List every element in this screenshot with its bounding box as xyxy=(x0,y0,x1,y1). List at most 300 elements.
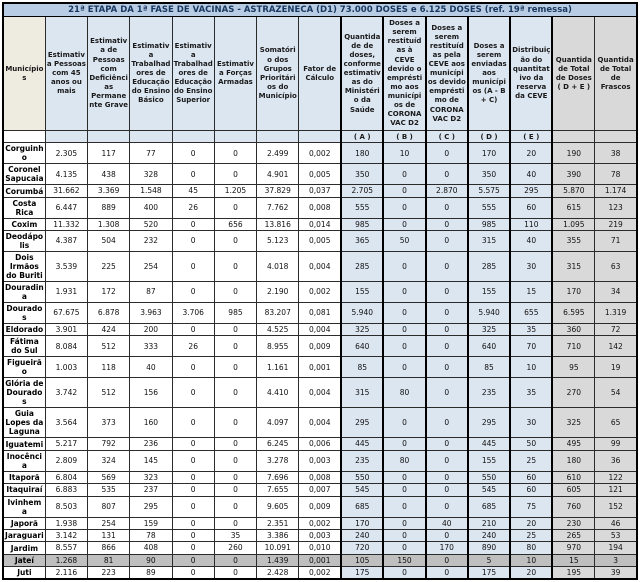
cell-fator-calculo: 0,003 xyxy=(299,450,341,471)
cell-total-doses: 265 xyxy=(552,529,594,541)
cell-est-forcas-armadas: 1.205 xyxy=(214,185,256,197)
cell-est-deficiencias: 1.308 xyxy=(88,218,130,230)
cell-reserva-ceve: 20 xyxy=(510,517,552,529)
cell-doses-enviadas: 555 xyxy=(468,197,510,218)
cell-est-deficiencias: 792 xyxy=(88,438,130,450)
cell-est-educacao-basico: 90 xyxy=(130,554,172,566)
cell-total-doses: 230 xyxy=(552,517,594,529)
cell-doses-restituidas-a-ceve: 0 xyxy=(383,164,425,185)
col-letter-total-frascos xyxy=(595,131,637,143)
cell-doses-restituidas-pela-ceve: 0 xyxy=(426,554,468,566)
cell-total-frascos: 3 xyxy=(595,554,637,566)
cell-doses-restituidas-pela-ceve: 0 xyxy=(426,567,468,580)
cell-doses-enviadas: 350 xyxy=(468,164,510,185)
cell-reserva-ceve: 110 xyxy=(510,218,552,230)
cell-doses-enviadas: 5.575 xyxy=(468,185,510,197)
cell-total-frascos: 123 xyxy=(595,197,637,218)
cell-est-educacao-superior: 0 xyxy=(172,164,214,185)
cell-est-45-anos: 2.809 xyxy=(45,450,87,471)
municipality-name: Glória de Dourados xyxy=(3,378,45,408)
cell-total-frascos: 99 xyxy=(595,438,637,450)
cell-doses-ministerio-saude: 155 xyxy=(341,282,383,303)
cell-fator-calculo: 0,004 xyxy=(299,252,341,282)
cell-est-deficiencias: 172 xyxy=(88,282,130,303)
cell-somatorio-grupos: 4.410 xyxy=(257,378,299,408)
cell-est-deficiencias: 131 xyxy=(88,529,130,541)
cell-doses-restituidas-a-ceve: 0 xyxy=(383,324,425,336)
cell-doses-restituidas-pela-ceve: 0 xyxy=(426,324,468,336)
cell-doses-restituidas-pela-ceve: 0 xyxy=(426,484,468,496)
cell-est-deficiencias: 324 xyxy=(88,450,130,471)
cell-total-doses: 760 xyxy=(552,496,594,517)
cell-doses-ministerio-saude: 325 xyxy=(341,324,383,336)
table-row xyxy=(3,282,637,303)
col-header-est-deficiencias: Estimativa de Pessoas com Deficiências Permanente Grave xyxy=(88,17,130,131)
cell-est-educacao-basico: 328 xyxy=(130,164,172,185)
col-header-doses-restituidas-a-ceve: Doses a serem restituídas à CEVE devido o empréstimo aos municípios de CORONAVAC D2 xyxy=(383,17,425,131)
cell-somatorio-grupos: 6.245 xyxy=(257,438,299,450)
cell-est-educacao-basico: 232 xyxy=(130,231,172,252)
cell-est-deficiencias: 889 xyxy=(88,197,130,218)
cell-est-45-anos: 8.503 xyxy=(45,496,87,517)
cell-total-frascos: 71 xyxy=(595,231,637,252)
cell-est-deficiencias: 569 xyxy=(88,471,130,483)
cell-fator-calculo: 0,081 xyxy=(299,303,341,324)
col-letter-doses-enviadas: ( D ) xyxy=(468,131,510,143)
cell-reserva-ceve: 40 xyxy=(510,164,552,185)
cell-doses-restituidas-a-ceve: 0 xyxy=(383,471,425,483)
cell-est-educacao-superior: 0 xyxy=(172,450,214,471)
cell-est-forcas-armadas: 0 xyxy=(214,252,256,282)
col-letter-est-forcas-armadas xyxy=(214,131,256,143)
cell-total-doses: 195 xyxy=(552,567,594,580)
cell-est-deficiencias: 6.878 xyxy=(88,303,130,324)
cell-est-forcas-armadas: 985 xyxy=(214,303,256,324)
cell-doses-restituidas-pela-ceve: 0 xyxy=(426,282,468,303)
cell-doses-restituidas-pela-ceve: 0 xyxy=(426,438,468,450)
municipality-name: Corumbá xyxy=(3,185,45,197)
table-row xyxy=(3,484,637,496)
cell-est-educacao-superior: 0 xyxy=(172,378,214,408)
cell-est-deficiencias: 424 xyxy=(88,324,130,336)
cell-reserva-ceve: 80 xyxy=(510,542,552,554)
cell-reserva-ceve: 655 xyxy=(510,303,552,324)
cell-doses-restituidas-a-ceve: 0 xyxy=(383,197,425,218)
cell-doses-restituidas-pela-ceve: 0 xyxy=(426,218,468,230)
cell-est-45-anos: 1.268 xyxy=(45,554,87,566)
cell-somatorio-grupos: 8.955 xyxy=(257,336,299,357)
cell-fator-calculo: 0,004 xyxy=(299,408,341,438)
cell-est-educacao-basico: 254 xyxy=(130,252,172,282)
cell-fator-calculo: 0,003 xyxy=(299,529,341,541)
cell-est-educacao-superior: 0 xyxy=(172,252,214,282)
table-row xyxy=(3,324,637,336)
cell-est-45-anos: 11.332 xyxy=(45,218,87,230)
cell-est-educacao-superior: 0 xyxy=(172,218,214,230)
cell-total-frascos: 121 xyxy=(595,484,637,496)
table-row xyxy=(3,554,637,566)
cell-doses-ministerio-saude: 175 xyxy=(341,567,383,580)
cell-doses-restituidas-pela-ceve: 0 xyxy=(426,496,468,517)
cell-somatorio-grupos: 1.161 xyxy=(257,357,299,378)
cell-est-educacao-superior: 0 xyxy=(172,567,214,580)
cell-total-doses: 325 xyxy=(552,408,594,438)
cell-doses-restituidas-a-ceve: 0 xyxy=(383,185,425,197)
col-header-somatorio-grupos: Somatório dos Grupos Prioritários do Município xyxy=(257,17,299,131)
cell-est-educacao-superior: 26 xyxy=(172,336,214,357)
cell-somatorio-grupos: 83.207 xyxy=(257,303,299,324)
table-row xyxy=(3,218,637,230)
col-header-reserva-ceve: Distribuição do quantitativo da reserva da CEVE xyxy=(510,17,552,131)
cell-total-doses: 5.870 xyxy=(552,185,594,197)
cell-doses-restituidas-pela-ceve: 0 xyxy=(426,231,468,252)
cell-doses-ministerio-saude: 545 xyxy=(341,484,383,496)
cell-fator-calculo: 0,005 xyxy=(299,231,341,252)
cell-doses-ministerio-saude: 240 xyxy=(341,529,383,541)
cell-est-educacao-superior: 0 xyxy=(172,357,214,378)
cell-est-45-anos: 67.675 xyxy=(45,303,87,324)
table-row xyxy=(3,567,637,580)
cell-est-forcas-armadas: 260 xyxy=(214,542,256,554)
cell-doses-enviadas: 295 xyxy=(468,408,510,438)
cell-total-frascos: 36 xyxy=(595,450,637,471)
cell-est-educacao-basico: 295 xyxy=(130,496,172,517)
cell-est-45-anos: 2.116 xyxy=(45,567,87,580)
cell-reserva-ceve: 60 xyxy=(510,471,552,483)
cell-total-doses: 970 xyxy=(552,542,594,554)
cell-est-educacao-basico: 3.963 xyxy=(130,303,172,324)
cell-total-frascos: 219 xyxy=(595,218,637,230)
cell-doses-restituidas-pela-ceve: 0 xyxy=(426,357,468,378)
cell-doses-enviadas: 5.940 xyxy=(468,303,510,324)
municipality-name: Ivinhema xyxy=(3,496,45,517)
municipality-name: Douradina xyxy=(5,283,44,302)
cell-fator-calculo: 0,005 xyxy=(299,164,341,185)
cell-doses-restituidas-a-ceve: 0 xyxy=(383,282,425,303)
cell-est-45-anos: 8.084 xyxy=(45,336,87,357)
cell-est-educacao-superior: 0 xyxy=(172,282,214,303)
cell-est-educacao-basico: 160 xyxy=(130,408,172,438)
col-header-fator-calculo: Fator de Cálculo xyxy=(299,17,341,131)
municipality-name: Jateí xyxy=(3,554,45,566)
municipality-name: Itaquiraí xyxy=(3,484,45,496)
cell-total-frascos: 1.319 xyxy=(595,303,637,324)
cell-reserva-ceve: 40 xyxy=(510,231,552,252)
cell-doses-restituidas-a-ceve: 0 xyxy=(383,408,425,438)
table-row xyxy=(3,496,637,517)
cell-doses-enviadas: 240 xyxy=(468,529,510,541)
municipality-name: Dois Irmãos do Buriti xyxy=(3,252,45,282)
cell-est-45-anos: 2.305 xyxy=(45,143,87,164)
cell-est-deficiencias: 225 xyxy=(88,252,130,282)
cell-est-forcas-armadas: 0 xyxy=(214,197,256,218)
cell-est-forcas-armadas: 0 xyxy=(214,231,256,252)
cell-somatorio-grupos: 4.525 xyxy=(257,324,299,336)
cell-est-deficiencias: 223 xyxy=(88,567,130,580)
cell-reserva-ceve: 35 xyxy=(510,378,552,408)
cell-doses-restituidas-a-ceve: 0 xyxy=(383,303,425,324)
cell-doses-enviadas: 5 xyxy=(468,554,510,566)
cell-est-deficiencias: 504 xyxy=(88,231,130,252)
col-letter-reserva-ceve: ( E ) xyxy=(510,131,552,143)
cell-doses-enviadas: 155 xyxy=(468,450,510,471)
cell-doses-restituidas-pela-ceve: 0 xyxy=(426,450,468,471)
cell-total-frascos: 72 xyxy=(595,324,637,336)
cell-est-educacao-basico: 200 xyxy=(130,324,172,336)
col-letter-municipios xyxy=(3,131,45,143)
cell-est-forcas-armadas: 35 xyxy=(214,529,256,541)
cell-est-educacao-superior: 0 xyxy=(172,496,214,517)
cell-est-45-anos: 3.742 xyxy=(45,378,87,408)
cell-fator-calculo: 0,010 xyxy=(299,542,341,554)
cell-total-frascos: 54 xyxy=(595,378,637,408)
cell-doses-ministerio-saude: 350 xyxy=(341,164,383,185)
cell-est-educacao-basico: 89 xyxy=(130,567,172,580)
cell-doses-enviadas: 985 xyxy=(468,218,510,230)
cell-est-educacao-basico: 40 xyxy=(130,357,172,378)
table-row xyxy=(3,378,637,408)
cell-est-educacao-superior: 0 xyxy=(172,231,214,252)
cell-doses-restituidas-pela-ceve: 170 xyxy=(426,542,468,554)
cell-est-educacao-superior: 0 xyxy=(172,542,214,554)
cell-est-45-anos: 3.901 xyxy=(45,324,87,336)
table-row xyxy=(3,408,637,438)
cell-total-doses: 170 xyxy=(552,282,594,303)
cell-fator-calculo: 0,008 xyxy=(299,197,341,218)
cell-doses-ministerio-saude: 720 xyxy=(341,542,383,554)
cell-est-45-anos: 3.539 xyxy=(45,252,87,282)
table-row xyxy=(3,529,637,541)
cell-somatorio-grupos: 7.696 xyxy=(257,471,299,483)
cell-est-45-anos: 6.447 xyxy=(45,197,87,218)
cell-reserva-ceve: 70 xyxy=(510,336,552,357)
cell-est-educacao-basico: 400 xyxy=(130,197,172,218)
cell-total-frascos: 78 xyxy=(595,164,637,185)
cell-fator-calculo: 0,008 xyxy=(299,471,341,483)
cell-est-educacao-superior: 3.706 xyxy=(172,303,214,324)
table-row xyxy=(3,438,637,450)
cell-doses-restituidas-a-ceve: 80 xyxy=(383,378,425,408)
table-row xyxy=(3,143,637,164)
cell-doses-enviadas: 325 xyxy=(468,324,510,336)
cell-est-forcas-armadas: 0 xyxy=(214,517,256,529)
cell-doses-enviadas: 285 xyxy=(468,252,510,282)
cell-fator-calculo: 0,037 xyxy=(299,185,341,197)
cell-fator-calculo: 0,002 xyxy=(299,143,341,164)
cell-total-frascos: 38 xyxy=(595,143,637,164)
cell-est-forcas-armadas: 0 xyxy=(214,378,256,408)
cell-doses-ministerio-saude: 295 xyxy=(341,408,383,438)
cell-doses-restituidas-pela-ceve: 0 xyxy=(426,408,468,438)
cell-doses-ministerio-saude: 555 xyxy=(341,197,383,218)
cell-est-educacao-basico: 333 xyxy=(130,336,172,357)
cell-doses-ministerio-saude: 315 xyxy=(341,378,383,408)
cell-doses-restituidas-pela-ceve: 0 xyxy=(426,164,468,185)
cell-est-educacao-basico: 78 xyxy=(130,529,172,541)
cell-est-forcas-armadas: 0 xyxy=(214,471,256,483)
municipality-name: Juti xyxy=(3,567,45,580)
cell-est-deficiencias: 866 xyxy=(88,542,130,554)
table-row xyxy=(3,542,637,554)
cell-est-deficiencias: 438 xyxy=(88,164,130,185)
cell-est-deficiencias: 512 xyxy=(88,336,130,357)
cell-total-doses: 6.595 xyxy=(552,303,594,324)
cell-fator-calculo: 0,006 xyxy=(299,438,341,450)
cell-est-educacao-superior: 0 xyxy=(172,143,214,164)
table-row xyxy=(3,450,637,471)
municipality-name: Inocência xyxy=(3,450,45,471)
cell-est-forcas-armadas: 0 xyxy=(214,282,256,303)
col-header-est-forcas-armadas: Estimativa Forças Armadas xyxy=(214,17,256,131)
cell-total-doses: 610 xyxy=(552,471,594,483)
cell-est-forcas-armadas: 0 xyxy=(214,408,256,438)
cell-doses-ministerio-saude: 685 xyxy=(341,496,383,517)
cell-somatorio-grupos: 2.351 xyxy=(257,517,299,529)
cell-est-forcas-armadas: 656 xyxy=(214,218,256,230)
cell-est-educacao-superior: 26 xyxy=(172,197,214,218)
cell-est-forcas-armadas: 0 xyxy=(214,164,256,185)
cell-somatorio-grupos: 4.901 xyxy=(257,164,299,185)
cell-reserva-ceve: 35 xyxy=(510,324,552,336)
cell-est-forcas-armadas: 0 xyxy=(214,324,256,336)
cell-doses-restituidas-pela-ceve: 0 xyxy=(426,471,468,483)
cell-doses-restituidas-a-ceve: 0 xyxy=(383,529,425,541)
cell-total-frascos: 1.174 xyxy=(595,185,637,197)
cell-reserva-ceve: 75 xyxy=(510,496,552,517)
cell-doses-ministerio-saude: 2.705 xyxy=(341,185,383,197)
cell-total-doses: 315 xyxy=(552,252,594,282)
cell-somatorio-grupos: 7.655 xyxy=(257,484,299,496)
cell-reserva-ceve: 25 xyxy=(510,529,552,541)
cell-est-deficiencias: 373 xyxy=(88,408,130,438)
col-header-est-educacao-superior: Estimativa Trabalhadores de Educação do Ensino Superior xyxy=(172,17,214,131)
municipality-name: Dourados xyxy=(3,303,45,324)
cell-est-45-anos: 5.217 xyxy=(45,438,87,450)
municipality-name: Itaporã xyxy=(3,471,45,483)
table-body xyxy=(3,143,637,580)
cell-total-frascos: 152 xyxy=(595,496,637,517)
cell-est-educacao-superior: 0 xyxy=(172,529,214,541)
cell-doses-restituidas-a-ceve: 0 xyxy=(383,336,425,357)
column-header-row xyxy=(3,17,637,131)
cell-somatorio-grupos: 2.499 xyxy=(257,143,299,164)
cell-est-forcas-armadas: 0 xyxy=(214,143,256,164)
cell-est-45-anos: 8.557 xyxy=(45,542,87,554)
cell-est-educacao-basico: 145 xyxy=(130,450,172,471)
cell-total-frascos: 53 xyxy=(595,529,637,541)
cell-est-45-anos: 1.003 xyxy=(45,357,87,378)
title-row xyxy=(3,3,637,17)
cell-est-forcas-armadas: 0 xyxy=(214,438,256,450)
cell-reserva-ceve: 15 xyxy=(510,282,552,303)
cell-reserva-ceve: 20 xyxy=(510,567,552,580)
cell-doses-ministerio-saude: 180 xyxy=(341,143,383,164)
municipality-name: Fátima do Sul xyxy=(3,336,45,357)
cell-fator-calculo: 0,004 xyxy=(299,378,341,408)
cell-total-doses: 1.095 xyxy=(552,218,594,230)
cell-total-frascos: 19 xyxy=(595,357,637,378)
cell-est-educacao-basico: 1.548 xyxy=(130,185,172,197)
cell-total-doses: 95 xyxy=(552,357,594,378)
cell-doses-enviadas: 155 xyxy=(468,282,510,303)
table-row xyxy=(3,231,637,252)
col-letter-est-45-anos xyxy=(45,131,87,143)
cell-doses-restituidas-pela-ceve: 0 xyxy=(426,336,468,357)
cell-doses-enviadas: 640 xyxy=(468,336,510,357)
cell-doses-restituidas-pela-ceve: 0 xyxy=(426,252,468,282)
cell-somatorio-grupos: 5.123 xyxy=(257,231,299,252)
cell-reserva-ceve: 30 xyxy=(510,252,552,282)
table-row xyxy=(3,252,637,282)
cell-est-deficiencias: 118 xyxy=(88,357,130,378)
cell-total-doses: 360 xyxy=(552,324,594,336)
cell-doses-enviadas: 685 xyxy=(468,496,510,517)
cell-somatorio-grupos: 9.605 xyxy=(257,496,299,517)
cell-doses-restituidas-a-ceve: 0 xyxy=(383,567,425,580)
cell-doses-restituidas-pela-ceve: 0 xyxy=(426,529,468,541)
municipality-name: Coronel Sapucaia xyxy=(3,164,45,185)
municipality-name: Figueirão xyxy=(3,357,45,378)
cell-total-doses: 15 xyxy=(552,554,594,566)
cell-doses-restituidas-a-ceve: 0 xyxy=(383,357,425,378)
cell-fator-calculo: 0,009 xyxy=(299,336,341,357)
cell-total-doses: 390 xyxy=(552,164,594,185)
cell-reserva-ceve: 50 xyxy=(510,438,552,450)
cell-doses-enviadas: 85 xyxy=(468,357,510,378)
cell-somatorio-grupos: 13.816 xyxy=(257,218,299,230)
cell-doses-enviadas: 890 xyxy=(468,542,510,554)
cell-total-frascos: 34 xyxy=(595,282,637,303)
cell-doses-restituidas-pela-ceve: 0 xyxy=(426,303,468,324)
table-row xyxy=(3,357,637,378)
table-row xyxy=(3,336,637,357)
cell-doses-restituidas-a-ceve: 0 xyxy=(383,218,425,230)
cell-est-educacao-superior: 0 xyxy=(172,554,214,566)
cell-doses-enviadas: 545 xyxy=(468,484,510,496)
cell-doses-enviadas: 315 xyxy=(468,231,510,252)
cell-est-45-anos: 4.387 xyxy=(45,231,87,252)
col-header-doses-ministerio-saude: Quantidade de doses, conforme estimativas do Ministério da Saúde xyxy=(341,17,383,131)
cell-total-doses: 710 xyxy=(552,336,594,357)
cell-est-deficiencias: 117 xyxy=(88,143,130,164)
cell-somatorio-grupos: 7.762 xyxy=(257,197,299,218)
cell-est-forcas-armadas: 0 xyxy=(214,496,256,517)
cell-doses-enviadas: 175 xyxy=(468,567,510,580)
cell-doses-ministerio-saude: 445 xyxy=(341,438,383,450)
col-header-total-doses: Quantidade Total de Doses ( D + E ) xyxy=(552,17,594,131)
col-letter-est-deficiencias xyxy=(88,131,130,143)
col-header-municipios: Municípios xyxy=(3,17,45,131)
cell-est-educacao-basico: 156 xyxy=(130,378,172,408)
cell-fator-calculo: 0,007 xyxy=(299,484,341,496)
col-header-total-frascos: Quantidade Total de Frascos xyxy=(595,17,637,131)
cell-est-forcas-armadas: 0 xyxy=(214,567,256,580)
cell-doses-restituidas-a-ceve: 0 xyxy=(383,438,425,450)
cell-est-forcas-armadas: 0 xyxy=(214,484,256,496)
cell-total-doses: 355 xyxy=(552,231,594,252)
cell-somatorio-grupos: 2.190 xyxy=(257,282,299,303)
cell-est-educacao-superior: 0 xyxy=(172,408,214,438)
cell-doses-ministerio-saude: 365 xyxy=(341,231,383,252)
cell-reserva-ceve: 60 xyxy=(510,197,552,218)
cell-doses-ministerio-saude: 550 xyxy=(341,471,383,483)
vaccine-distribution-table xyxy=(2,2,638,580)
cell-total-frascos: 63 xyxy=(595,252,637,282)
cell-est-educacao-basico: 237 xyxy=(130,484,172,496)
cell-reserva-ceve: 60 xyxy=(510,484,552,496)
cell-total-frascos: 46 xyxy=(595,517,637,529)
cell-reserva-ceve: 10 xyxy=(510,357,552,378)
